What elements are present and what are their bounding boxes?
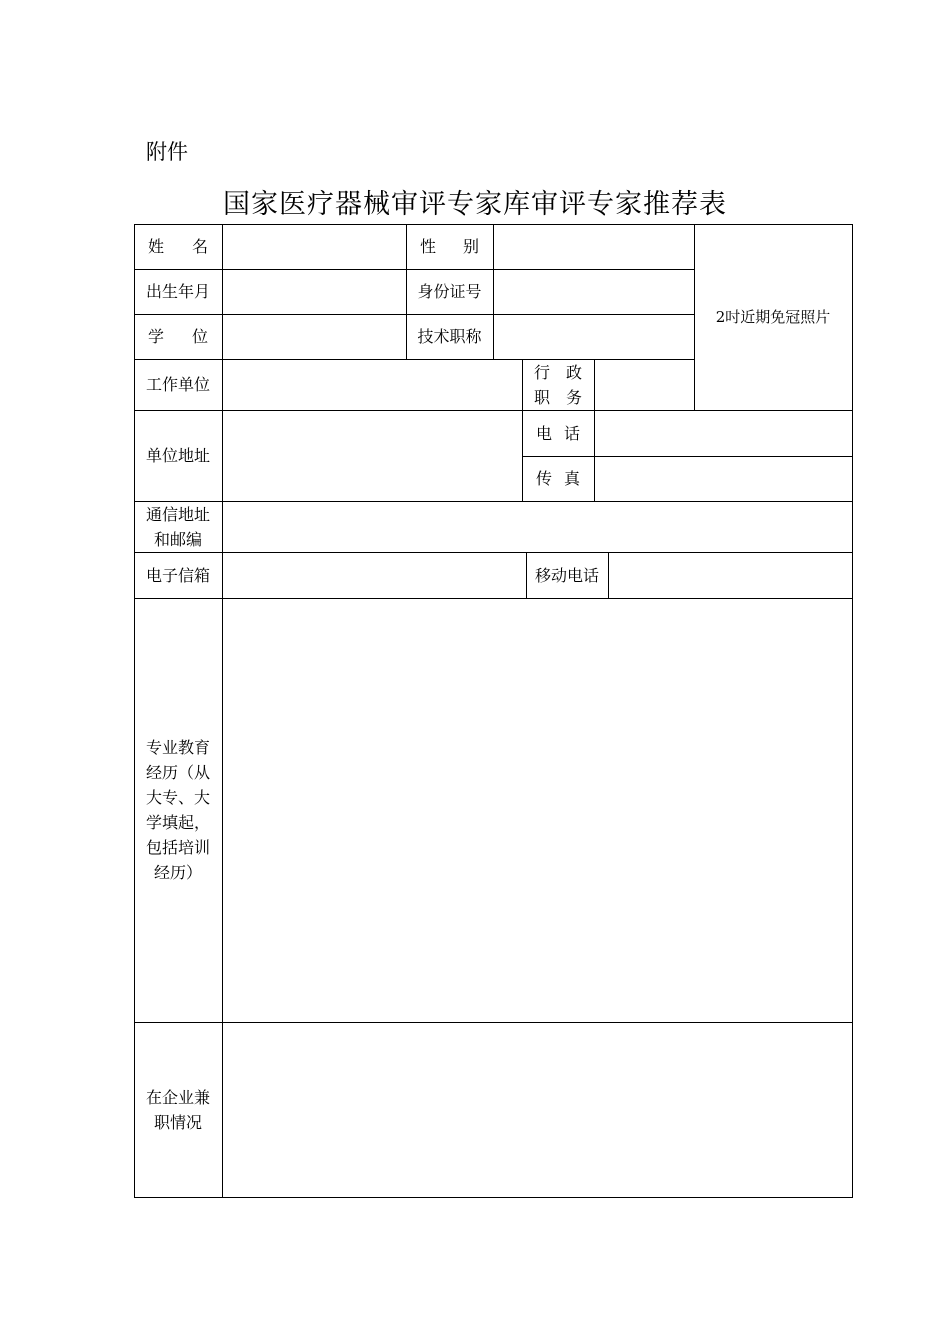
education-label-line: 专业教育: [145, 738, 210, 757]
part-time-label: [134, 1022, 222, 1197]
phone-label-char: 电: [536, 423, 553, 443]
tech-title-label-text: 技术职称: [417, 327, 482, 346]
phone-label: [522, 410, 594, 456]
gender-label: [406, 224, 493, 269]
admin-post-label-line: [534, 385, 582, 410]
tech-title-label: [406, 314, 493, 359]
mobile-label-text: 移动电话: [534, 565, 599, 585]
birth-input-cell[interactable]: [222, 269, 406, 314]
name-label: [134, 224, 222, 269]
id-card-label: [406, 269, 493, 314]
email-label-text: 电子信箱: [145, 565, 210, 585]
mobile-label: [526, 552, 608, 598]
mobile-input-cell[interactable]: [608, 552, 852, 598]
unit-address-input-cell[interactable]: [222, 410, 522, 501]
name-label-char: 姓: [148, 237, 165, 256]
mail-address-label-line: 通信地址: [145, 504, 210, 524]
degree-label-char: 位: [191, 327, 208, 346]
education-label-line: 大专、大: [145, 788, 210, 807]
gender-label-char: 别: [462, 237, 479, 256]
gender-input-cell[interactable]: [493, 224, 694, 269]
email-label: [134, 552, 222, 598]
education-label: [134, 598, 222, 1022]
education-input-cell[interactable]: [222, 598, 852, 1022]
phone-label-char: 话: [563, 423, 580, 443]
fax-input-cell[interactable]: [594, 456, 852, 501]
education-label-line: 经历）: [153, 863, 202, 882]
part-time-label-line: 在企业兼: [145, 1087, 210, 1107]
fax-label: [522, 456, 594, 501]
fax-label-char: 真: [563, 469, 580, 488]
email-input-cell[interactable]: [222, 552, 526, 598]
name-input-cell[interactable]: [222, 224, 406, 269]
work-unit-label: [134, 359, 222, 410]
birth-label-text: 出生年月: [145, 282, 210, 301]
mail-address-label-line: 和邮编: [153, 529, 202, 549]
admin-post-label-char: 职: [534, 387, 551, 407]
part-time-label-line: 职情况: [153, 1112, 202, 1132]
degree-input-cell[interactable]: [222, 314, 406, 359]
mail-address-label: [134, 501, 222, 552]
admin-post-label-line: [534, 360, 582, 385]
admin-post-input-cell[interactable]: [594, 359, 694, 410]
education-label-line: 学填起，: [145, 813, 210, 832]
id-card-input-cell[interactable]: [493, 269, 694, 314]
id-card-label-text: 身份证号: [417, 282, 482, 301]
admin-post-label-char: 行: [534, 362, 551, 382]
work-unit-input-cell[interactable]: [222, 359, 522, 410]
unit-address-label-text: 单位地址: [145, 446, 210, 465]
degree-label: [134, 314, 222, 359]
mail-address-input-cell[interactable]: [222, 501, 852, 552]
admin-post-label-char: 政: [565, 362, 582, 382]
admin-post-label: [522, 359, 594, 410]
unit-address-label: [134, 410, 222, 501]
part-time-input-cell[interactable]: [222, 1022, 852, 1197]
fax-label-char: 传: [536, 469, 553, 488]
photo-label: 2吋近期免冠照片: [715, 307, 831, 326]
education-label-line: 经历（从: [145, 763, 210, 782]
admin-post-label-char: 务: [565, 387, 582, 407]
education-label-line: 包括培训: [145, 838, 210, 857]
form-title: 国家医疗器械审评专家库审评专家推荐表: [223, 189, 727, 220]
table-border-bottom: [134, 1197, 852, 1198]
attachment-label: 附件: [146, 140, 188, 164]
gender-label-char: 性: [420, 237, 437, 256]
degree-label-char: 学: [148, 327, 165, 346]
table-border-right: [852, 224, 853, 1198]
birth-label: [134, 269, 222, 314]
name-label-char: 名: [191, 237, 208, 256]
photo-cell[interactable]: [694, 224, 852, 410]
work-unit-label-text: 工作单位: [145, 375, 210, 394]
phone-input-cell[interactable]: [594, 410, 852, 456]
tech-title-input-cell[interactable]: [493, 314, 694, 359]
